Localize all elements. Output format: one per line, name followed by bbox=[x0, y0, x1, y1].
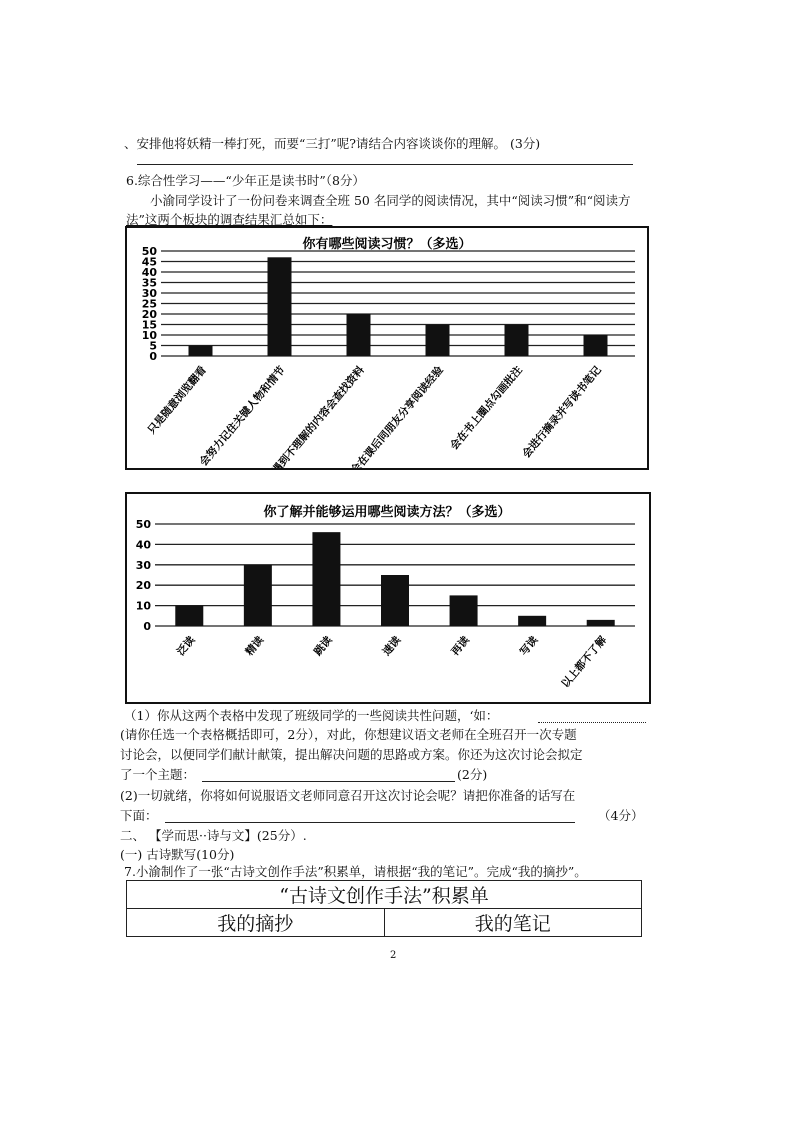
q5-question-text: 、安排他将妖精一棒打死，而要“三打”呢?请结合内容谈谈你的理解。 (3分) bbox=[124, 136, 541, 151]
bar bbox=[426, 325, 450, 357]
chart-title: 你了解并能够运用哪些阅读方法？（多选） bbox=[263, 505, 511, 520]
reading-methods-chart bbox=[127, 494, 649, 702]
sub1-line4-prefix: 了一个主题： bbox=[120, 767, 196, 782]
reading-habits-chart bbox=[127, 228, 647, 468]
q7-text: 7.小渝制作了一张“古诗文创作手法”积累单，请根据“我的笔记”。完成“我的摘抄”。 bbox=[124, 864, 587, 879]
bar bbox=[244, 565, 272, 626]
category-label: 只是随意浏览翻看 bbox=[145, 364, 209, 437]
reading-methods-chart-frame bbox=[125, 492, 651, 704]
page-number: 2 bbox=[390, 950, 397, 961]
y-tick-label: 20 bbox=[135, 579, 151, 593]
y-tick-label: 40 bbox=[141, 266, 157, 279]
bar bbox=[268, 257, 292, 356]
accumulation-table bbox=[126, 880, 642, 937]
category-label: 再读 bbox=[449, 634, 472, 659]
y-tick-label: 10 bbox=[141, 329, 157, 342]
sub1-line4-score: (2分) bbox=[457, 767, 488, 782]
y-tick-label: 50 bbox=[141, 245, 157, 258]
reading-habits-chart-frame bbox=[125, 226, 649, 470]
category-label: 跳读 bbox=[312, 634, 335, 659]
bar bbox=[381, 575, 409, 626]
sub1-line2: (请你任选一个表格概括即可，2分），对此，你想建议语文老师在全班召开一次专题 bbox=[120, 727, 577, 742]
bar bbox=[450, 595, 478, 626]
q6-heading: 6.综合性学习——“少年正是读书时”（8分） bbox=[126, 173, 365, 188]
category-label: 会在书上圈点勾画批注 bbox=[448, 364, 525, 453]
sub2-line2-prefix: 下面： bbox=[120, 808, 158, 823]
section2-heading: 二、 【学而思··诗与文】(25分）. bbox=[120, 828, 307, 843]
y-tick-label: 30 bbox=[141, 287, 157, 300]
category-label: 写读 bbox=[517, 634, 541, 659]
y-tick-label: 45 bbox=[141, 255, 157, 269]
q6-intro-line1: 小渝同学设计了一份问卷来调查全班 50 名同学的阅读情况，其中“阅读习惯”和“阅读方 bbox=[150, 193, 631, 208]
bar bbox=[175, 606, 203, 626]
y-tick-label: 40 bbox=[135, 538, 151, 552]
bar bbox=[312, 532, 340, 626]
y-tick-label: 0 bbox=[143, 620, 151, 633]
category-label: 泛读 bbox=[174, 634, 198, 659]
bar bbox=[189, 346, 213, 357]
sub2-line1: (2)一切就绪，你将如何说服语文老师同意召开这次讨论会呢？请把你准备的话写在 bbox=[120, 788, 576, 803]
column-my-notes: 我的笔记 bbox=[384, 909, 642, 937]
answer-line bbox=[538, 722, 646, 723]
section2-subheading: (一) 古诗默写(10分) bbox=[120, 847, 235, 862]
y-tick-label: 20 bbox=[141, 308, 157, 321]
category-label: 会在课后同朋友分享阅读经验 bbox=[348, 364, 446, 468]
y-tick-label: 0 bbox=[149, 350, 157, 363]
answer-line-speech bbox=[165, 822, 575, 823]
bar bbox=[584, 335, 608, 356]
accumulation-table-title: “古诗文创作手法”积累单 bbox=[127, 881, 642, 909]
y-tick-label: 30 bbox=[135, 558, 151, 572]
sub1-line1: （1）你从这两个表格中发现了班级同学的一些阅读共性问题，‘如： bbox=[124, 708, 499, 723]
sub1-line3: 讨论会，以便同学们献计献策，提出解决问题的思路或方案。你还为这次讨论会拟定 bbox=[120, 747, 583, 762]
bar bbox=[347, 314, 371, 356]
y-tick-label: 10 bbox=[135, 599, 151, 613]
bar bbox=[518, 616, 546, 626]
bar bbox=[505, 325, 529, 357]
column-my-excerpts: 我的摘抄 bbox=[127, 909, 385, 937]
answer-line bbox=[137, 164, 633, 165]
category-label: 遇到不理解的内容会查找资料 bbox=[269, 364, 367, 468]
category-label: 会努力记住关键人物和情节 bbox=[197, 364, 288, 468]
q6-intro-line2: 法”这两个板块的调查结果汇总如下： bbox=[126, 212, 333, 227]
bar bbox=[587, 620, 615, 626]
chart-title: 你有哪些阅读习惯？（多选） bbox=[302, 237, 472, 252]
category-label: 会进行摘录并写读书笔记 bbox=[520, 364, 604, 461]
y-tick-label: 35 bbox=[141, 276, 157, 290]
category-label: 速读 bbox=[380, 634, 404, 659]
y-tick-label: 50 bbox=[135, 518, 151, 531]
category-label: 以上都不了解 bbox=[559, 634, 610, 691]
y-tick-label: 5 bbox=[149, 339, 157, 353]
category-label: 精读 bbox=[243, 634, 267, 659]
answer-line-topic bbox=[202, 781, 455, 782]
sub2-line2-score: （4分） bbox=[598, 808, 644, 823]
y-tick-label: 25 bbox=[141, 297, 157, 311]
y-tick-label: 15 bbox=[141, 318, 157, 332]
